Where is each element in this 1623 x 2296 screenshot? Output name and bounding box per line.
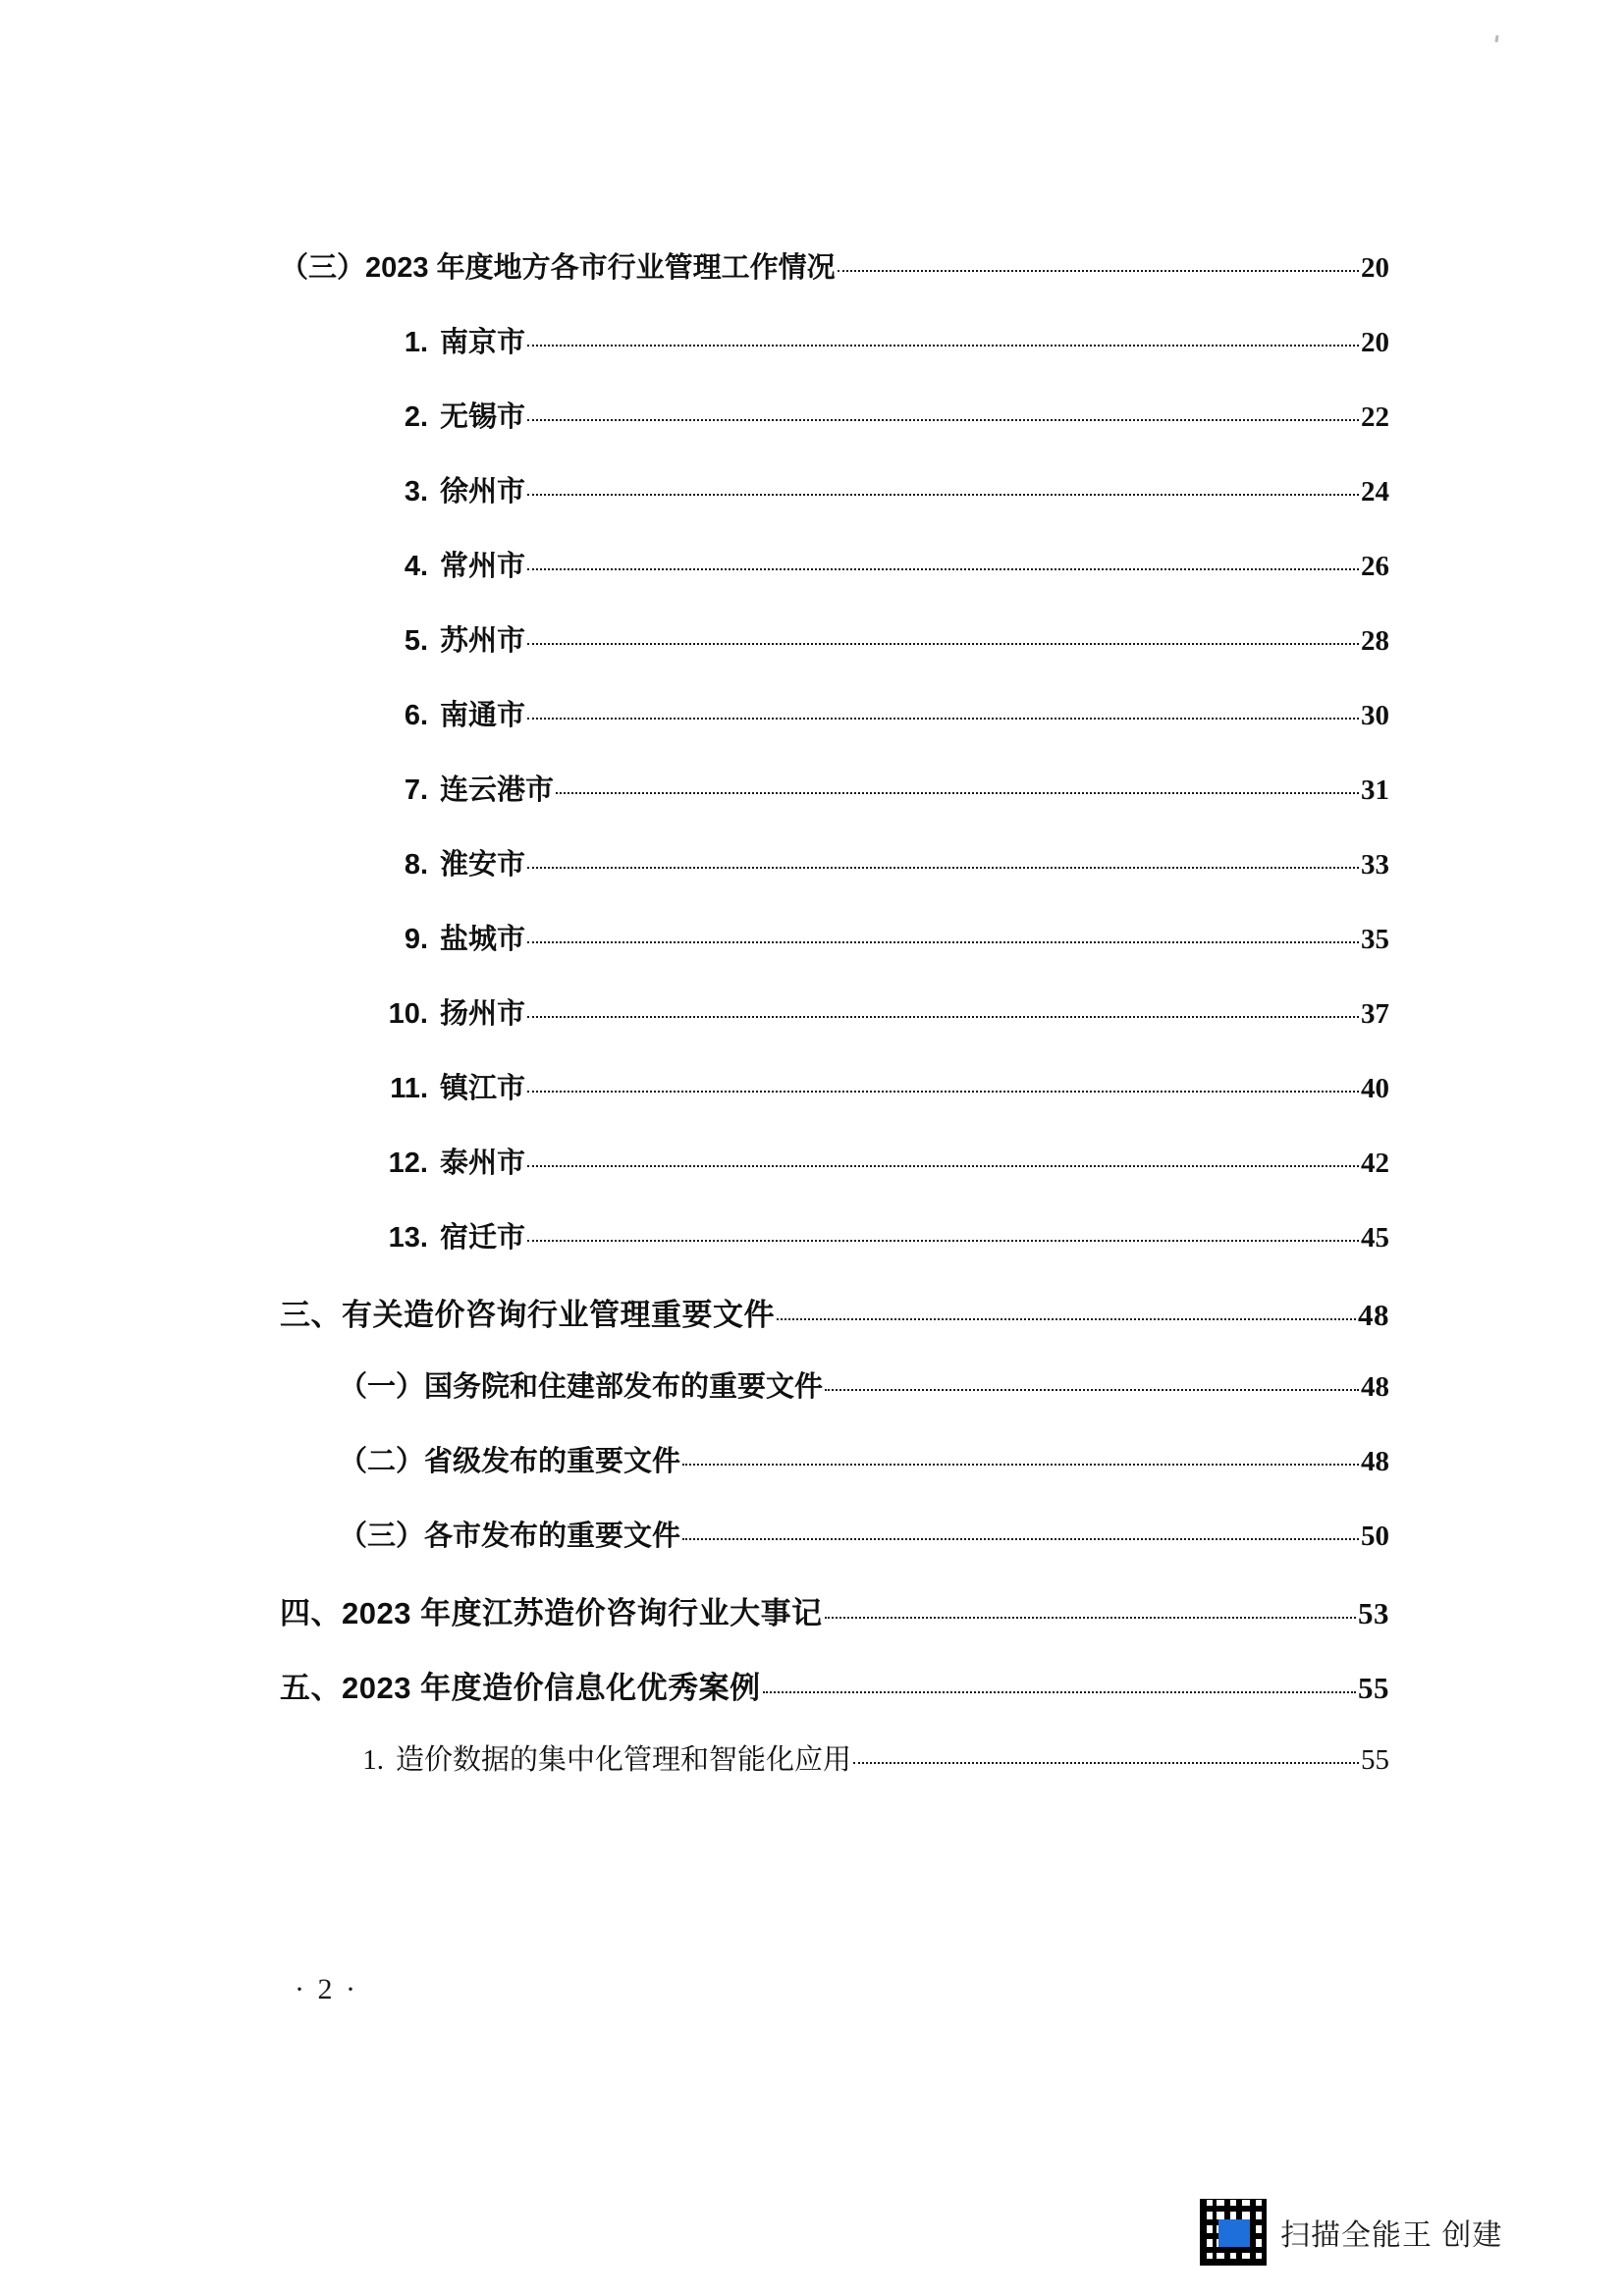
toc-leader-dots xyxy=(682,1537,1359,1540)
toc-leader-dots xyxy=(527,642,1359,645)
toc-entry[interactable] xyxy=(383,842,1389,917)
toc-entry-label: 扬州市 xyxy=(440,998,526,1030)
watermark-label: 扫描全能王 创建 xyxy=(1280,2219,1503,2252)
toc-leader-dots xyxy=(527,866,1359,869)
toc-entry-label: （三）2023 年度地方各市行业管理工作情况 xyxy=(280,252,836,284)
toc-entry[interactable] xyxy=(383,618,1389,693)
toc-entry-index: 1. xyxy=(404,327,428,358)
toc-entry[interactable] xyxy=(339,1364,1389,1439)
toc-entry-page-number: 42 xyxy=(1361,1148,1389,1179)
toc-entry-label: 四、2023 年度江苏造价咨询行业大事记 xyxy=(280,1596,823,1630)
toc-entry-index: 9. xyxy=(404,924,428,955)
toc-entry-label: 徐州市 xyxy=(440,476,526,507)
toc-leader-dots xyxy=(825,1616,1356,1619)
table-of-contents xyxy=(0,245,1623,1812)
toc-entry-index: 8. xyxy=(404,849,428,881)
toc-leader-dots xyxy=(556,791,1359,794)
toc-leader-dots xyxy=(527,418,1359,421)
toc-entry-page-number: 50 xyxy=(1361,1521,1389,1552)
toc-entry-page-number: 55 xyxy=(1361,1744,1389,1776)
toc-leader-dots xyxy=(777,1317,1356,1320)
toc-leader-dots xyxy=(682,1463,1359,1466)
toc-leader-dots xyxy=(527,940,1359,943)
toc-entry-page-number: 55 xyxy=(1358,1671,1389,1705)
toc-leader-dots xyxy=(527,493,1359,496)
toc-entry-page-number: 24 xyxy=(1361,476,1389,507)
toc-entry-index: 3. xyxy=(404,476,428,507)
toc-entry-label: 无锡市 xyxy=(440,401,526,433)
toc-entry-label: 泰州市 xyxy=(440,1148,526,1179)
toc-leader-dots xyxy=(527,717,1359,720)
toc-entry-page-number: 35 xyxy=(1361,924,1389,955)
toc-leader-dots xyxy=(527,1164,1359,1167)
toc-entry-label: 淮安市 xyxy=(440,849,526,881)
toc-entry-page-number: 20 xyxy=(1361,252,1389,284)
toc-entry-label: 镇江市 xyxy=(440,1073,526,1104)
toc-entry-label: 南通市 xyxy=(440,700,526,731)
toc-entry-index: 11. xyxy=(390,1073,428,1104)
toc-entry[interactable] xyxy=(339,1514,1389,1588)
toc-entry[interactable] xyxy=(383,768,1389,842)
toc-entry-index: 2. xyxy=(404,401,428,433)
toc-leader-dots xyxy=(853,1761,1359,1764)
toc-entry[interactable] xyxy=(280,245,1389,320)
toc-leader-dots xyxy=(527,1239,1359,1242)
toc-entry-page-number: 48 xyxy=(1361,1446,1389,1477)
toc-entry-page-number: 26 xyxy=(1361,551,1389,582)
toc-entry-index: 1. xyxy=(362,1744,384,1776)
toc-entry[interactable] xyxy=(383,469,1389,544)
watermark xyxy=(1200,2199,1502,2266)
toc-entry-index: 5. xyxy=(404,625,428,657)
toc-entry-label: 苏州市 xyxy=(440,625,526,657)
toc-entry-page-number: 37 xyxy=(1361,998,1389,1030)
toc-entry-page-number: 33 xyxy=(1361,849,1389,881)
toc-entry-page-number: 40 xyxy=(1361,1073,1389,1104)
toc-leader-dots xyxy=(825,1388,1359,1391)
toc-entry-index: 7. xyxy=(404,774,428,806)
toc-entry[interactable] xyxy=(339,1439,1389,1514)
toc-entry[interactable] xyxy=(280,1290,1389,1364)
toc-entry[interactable] xyxy=(383,395,1389,469)
toc-leader-dots xyxy=(838,269,1359,272)
toc-entry-index: 12. xyxy=(388,1148,428,1179)
toc-entry-index: 4. xyxy=(404,551,428,582)
toc-entry-page-number: 20 xyxy=(1361,327,1389,358)
toc-entry-page-number: 30 xyxy=(1361,700,1389,731)
toc-leader-dots xyxy=(527,344,1359,347)
toc-entry[interactable] xyxy=(280,1663,1389,1737)
toc-entry-label: 盐城市 xyxy=(440,924,526,955)
toc-entry[interactable] xyxy=(280,1588,1389,1663)
toc-entry[interactable] xyxy=(383,1141,1389,1215)
toc-entry[interactable] xyxy=(383,991,1389,1066)
toc-entry[interactable] xyxy=(383,693,1389,768)
toc-leader-dots xyxy=(527,1090,1359,1093)
qr-code-icon xyxy=(1200,2199,1267,2266)
toc-entry-page-number: 48 xyxy=(1358,1298,1389,1332)
toc-entry[interactable] xyxy=(383,544,1389,618)
toc-entry[interactable] xyxy=(383,917,1389,991)
toc-entry-index: 10. xyxy=(388,998,428,1030)
footer-page-number: · 2 · xyxy=(295,1973,358,2005)
toc-entry-page-number: 28 xyxy=(1361,625,1389,657)
toc-entry[interactable] xyxy=(383,320,1389,395)
toc-entry-label: 常州市 xyxy=(440,551,526,582)
toc-entry-label: 造价数据的集中化管理和智能化应用 xyxy=(396,1744,852,1776)
toc-entry-label: 宿迁市 xyxy=(440,1222,526,1254)
toc-entry-page-number: 31 xyxy=(1361,774,1389,806)
toc-entry-label: （二）省级发布的重要文件 xyxy=(339,1446,681,1477)
toc-entry-label: 连云港市 xyxy=(440,774,555,806)
toc-entry-label: 南京市 xyxy=(440,327,526,358)
toc-entry-page-number: 22 xyxy=(1361,401,1389,433)
toc-entry-index: 6. xyxy=(404,700,428,731)
toc-leader-dots xyxy=(763,1690,1356,1693)
toc-entry-label: 五、2023 年度造价信息化优秀案例 xyxy=(280,1671,761,1705)
toc-leader-dots xyxy=(527,1015,1359,1018)
toc-entry[interactable] xyxy=(383,1215,1389,1290)
toc-leader-dots xyxy=(527,567,1359,570)
toc-entry-index: 13. xyxy=(388,1222,428,1254)
toc-entry[interactable] xyxy=(383,1066,1389,1141)
scan-artifact xyxy=(1494,35,1498,42)
toc-entry-label: （一）国务院和住建部发布的重要文件 xyxy=(339,1371,824,1403)
toc-entry-label: 三、有关造价咨询行业管理重要文件 xyxy=(280,1298,775,1332)
toc-entry-page-number: 48 xyxy=(1361,1371,1389,1403)
toc-entry[interactable] xyxy=(339,1737,1389,1812)
toc-entry-page-number: 53 xyxy=(1358,1596,1389,1630)
toc-entry-page-number: 45 xyxy=(1361,1222,1389,1254)
toc-entry-label: （三）各市发布的重要文件 xyxy=(339,1521,681,1552)
